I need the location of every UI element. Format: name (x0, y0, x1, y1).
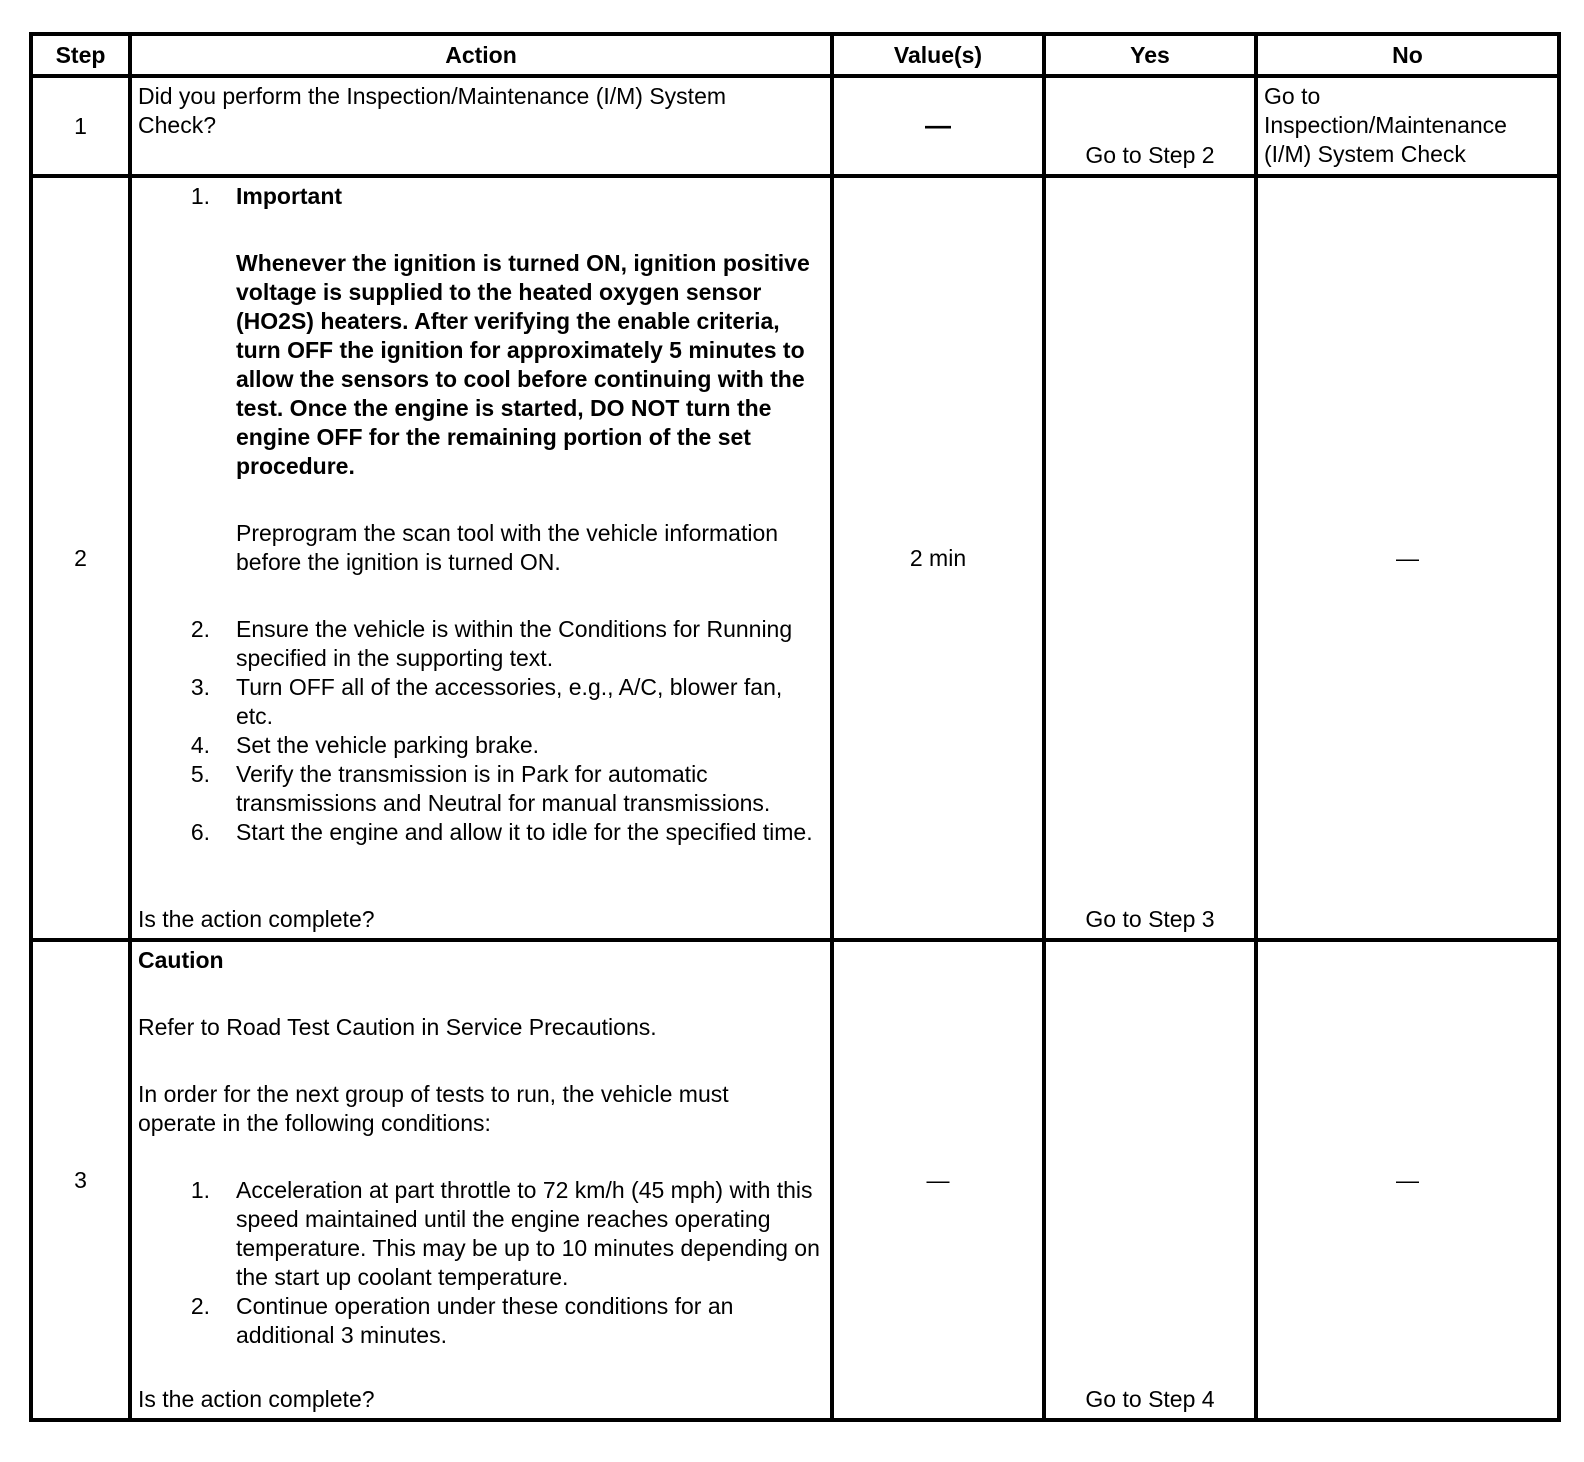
action-cell (130, 176, 832, 940)
list-item-number: 5. (190, 761, 210, 787)
list-item-text: Verify the transmission is in Park for automatic transmissions and Neutral for manual transmissions. (236, 761, 771, 816)
list-item-text: Start the engine and allow it to idle for the specified time. (236, 819, 813, 845)
diagnostic-procedure-table (29, 32, 1561, 1422)
step-number: 1 (31, 76, 130, 176)
list-item-text: Ensure the vehicle is within the Conditions for Running specified in the supporting text. (236, 616, 793, 671)
list-item-number: 2. (190, 1293, 210, 1319)
table-header-row (31, 34, 1559, 76)
important-heading: Important (236, 183, 343, 209)
header-yes: Yes (1044, 34, 1256, 76)
important-text: Whenever the ignition is turned ON, ignition positive voltage is supplied to the heated oxygen sensor (HO2S) heaters. After verifying the enable criteria, turn OFF the ignition for approximately 5 minutes to allow the sensors to cool before continuing with the test. Once the engine is started, DO NOT turn the engine OFF for the remaining portion of the set procedure. (236, 250, 810, 479)
table-row (31, 76, 1559, 176)
action-question: Is the action complete? (138, 1386, 375, 1412)
list-item-text: Acceleration at part throttle to 72 km/h (45 mph) with this speed maintained until the engine reaches operating temperature. This may be up to 10 minutes depending on the start up coolant temperature. (236, 1177, 820, 1290)
list-item (138, 1176, 824, 1292)
no-cell (1256, 76, 1559, 176)
list-item (138, 1292, 824, 1350)
list-item-text: Turn OFF all of the accessories, e.g., A/C, blower fan, etc. (236, 674, 783, 729)
intro-text: In order for the next group of tests to run, the vehicle must operate in the following conditions: (138, 1081, 729, 1136)
list-item (138, 731, 824, 760)
list-item (138, 818, 824, 847)
value-cell: — (832, 940, 1044, 1420)
yes-cell: Go to Step 3 (1044, 176, 1256, 940)
value-cell (832, 76, 1044, 176)
action-text: Did you perform the Inspection/Maintenance (I/M) System Check? (138, 83, 727, 138)
step-number: 3 (31, 940, 130, 1420)
header-values: Value(s) (832, 34, 1044, 76)
list-item-number: 2. (190, 616, 210, 642)
header-no: No (1256, 34, 1559, 76)
list-item-number: 3. (190, 674, 210, 700)
action-cell (130, 76, 832, 176)
value-text: — (925, 110, 951, 140)
list-item-number: 6. (190, 819, 210, 845)
preprogram-text: Preprogram the scan tool with the vehicle information before the ignition is turned ON. (236, 520, 779, 575)
yes-cell: Go to Step 4 (1044, 940, 1256, 1420)
list-item-text: Continue operation under these conditions for an additional 3 minutes. (236, 1293, 734, 1348)
list-item-text: Set the vehicle parking brake. (236, 732, 540, 758)
caution-heading: Caution (138, 947, 224, 973)
value-cell: 2 min (832, 176, 1044, 940)
header-action: Action (130, 34, 832, 76)
list-item (138, 673, 824, 731)
no-cell: — (1256, 176, 1559, 940)
list-item-number: 1. (190, 183, 210, 209)
yes-cell: Go to Step 2 (1044, 76, 1256, 176)
no-text: Go to Inspection/Maintenance (I/M) System Check (1264, 83, 1507, 167)
step-number: 2 (31, 176, 130, 940)
no-cell: — (1256, 940, 1559, 1420)
caution-text: Refer to Road Test Caution in Service Precautions. (138, 1014, 657, 1040)
header-step: Step (31, 34, 130, 76)
list-item (138, 182, 824, 615)
list-item-number: 1. (190, 1177, 210, 1203)
list-item (138, 615, 824, 673)
table-row (31, 176, 1559, 940)
action-cell (130, 940, 832, 1420)
action-question: Is the action complete? (138, 906, 375, 932)
list-item-number: 4. (190, 732, 210, 758)
table-row (31, 940, 1559, 1420)
list-item (138, 760, 824, 818)
